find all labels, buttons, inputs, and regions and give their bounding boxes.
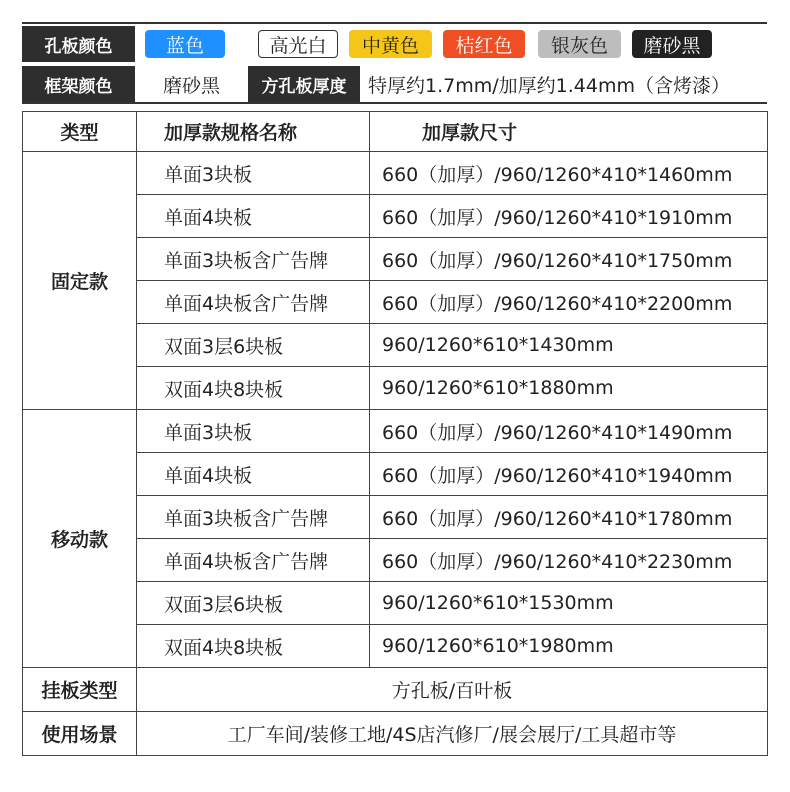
spec-name-cell: 双面3层6块板 bbox=[137, 582, 370, 625]
color-chip: 高光白 bbox=[258, 30, 338, 58]
spec-size-cell: 660（加厚）/960/1260*410*2230mm bbox=[370, 539, 768, 582]
color-chip: 中黄色 bbox=[349, 30, 432, 58]
spec-name-cell: 双面4块8块板 bbox=[137, 625, 370, 668]
category-cell: 移动款 bbox=[23, 410, 137, 668]
spec-table bbox=[22, 111, 768, 756]
spec-size-cell: 960/1260*610*1980mm bbox=[370, 625, 768, 668]
spec-size-cell: 660（加厚）/960/1260*410*1940mm bbox=[370, 453, 768, 496]
spec-size-cell: 960/1260*610*1430mm bbox=[370, 324, 768, 367]
thickness-label: 方孔板厚度 bbox=[248, 66, 360, 102]
top-divider bbox=[22, 22, 767, 24]
spec-name-cell: 单面3块板 bbox=[137, 410, 370, 453]
spec-name-cell: 双面4块8块板 bbox=[137, 367, 370, 410]
spec-name-cell: 单面3块板含广告牌 bbox=[137, 238, 370, 281]
spec-size-cell: 960/1260*610*1530mm bbox=[370, 582, 768, 625]
footer-row bbox=[23, 712, 768, 756]
spec-size-cell: 660（加厚）/960/1260*410*1460mm bbox=[370, 152, 768, 195]
color-chip: 银灰色 bbox=[538, 30, 621, 58]
spec-name-cell: 单面4块板含广告牌 bbox=[137, 539, 370, 582]
header-type: 类型 bbox=[23, 112, 137, 152]
color-chip: 磨砂黑 bbox=[632, 30, 712, 58]
spec-size-cell: 960/1260*610*1880mm bbox=[370, 367, 768, 410]
category-cell: 固定款 bbox=[23, 152, 137, 410]
table-header-row bbox=[23, 112, 768, 152]
footer-label-cell: 使用场景 bbox=[23, 712, 137, 756]
table-row bbox=[23, 152, 768, 195]
header-name: 加厚款规格名称 bbox=[137, 112, 370, 152]
thickness-value: 特厚约1.7mm/加厚约1.44mm（含烤漆） bbox=[368, 74, 730, 97]
spec-name-cell: 单面3块板含广告牌 bbox=[137, 496, 370, 539]
spec-name-cell: 单面4块板含广告牌 bbox=[137, 281, 370, 324]
footer-label-cell: 挂板类型 bbox=[23, 668, 137, 712]
spec-name-cell: 双面3层6块板 bbox=[137, 324, 370, 367]
color-label: 孔板颜色 bbox=[22, 26, 135, 62]
frame-value: 磨砂黑 bbox=[162, 74, 220, 97]
footer-value-cell: 工厂车间/装修工地/4S店汽修厂/展会展厅/工具超市等 bbox=[137, 712, 768, 756]
footer-value-cell: 方孔板/百叶板 bbox=[137, 668, 768, 712]
spec-size-cell: 660（加厚）/960/1260*410*2200mm bbox=[370, 281, 768, 324]
spec-size-cell: 660（加厚）/960/1260*410*1750mm bbox=[370, 238, 768, 281]
spec-size-cell: 660（加厚）/960/1260*410*1910mm bbox=[370, 195, 768, 238]
spec-name-cell: 单面4块板 bbox=[137, 453, 370, 496]
spec-size-cell: 660（加厚）/960/1260*410*1490mm bbox=[370, 410, 768, 453]
bottom-divider bbox=[22, 102, 767, 104]
color-options bbox=[135, 26, 767, 62]
footer-row bbox=[23, 668, 768, 712]
spec-block bbox=[22, 22, 767, 104]
color-chip: 蓝色 bbox=[145, 30, 225, 58]
color-chip: 桔红色 bbox=[443, 30, 525, 58]
spec-name-cell: 单面4块板 bbox=[137, 195, 370, 238]
frame-label: 框架颜色 bbox=[22, 66, 135, 102]
spec-name-cell: 单面3块板 bbox=[137, 152, 370, 195]
header-size: 加厚款尺寸 bbox=[370, 112, 768, 152]
table-row bbox=[23, 410, 768, 453]
spec-size-cell: 660（加厚）/960/1260*410*1780mm bbox=[370, 496, 768, 539]
